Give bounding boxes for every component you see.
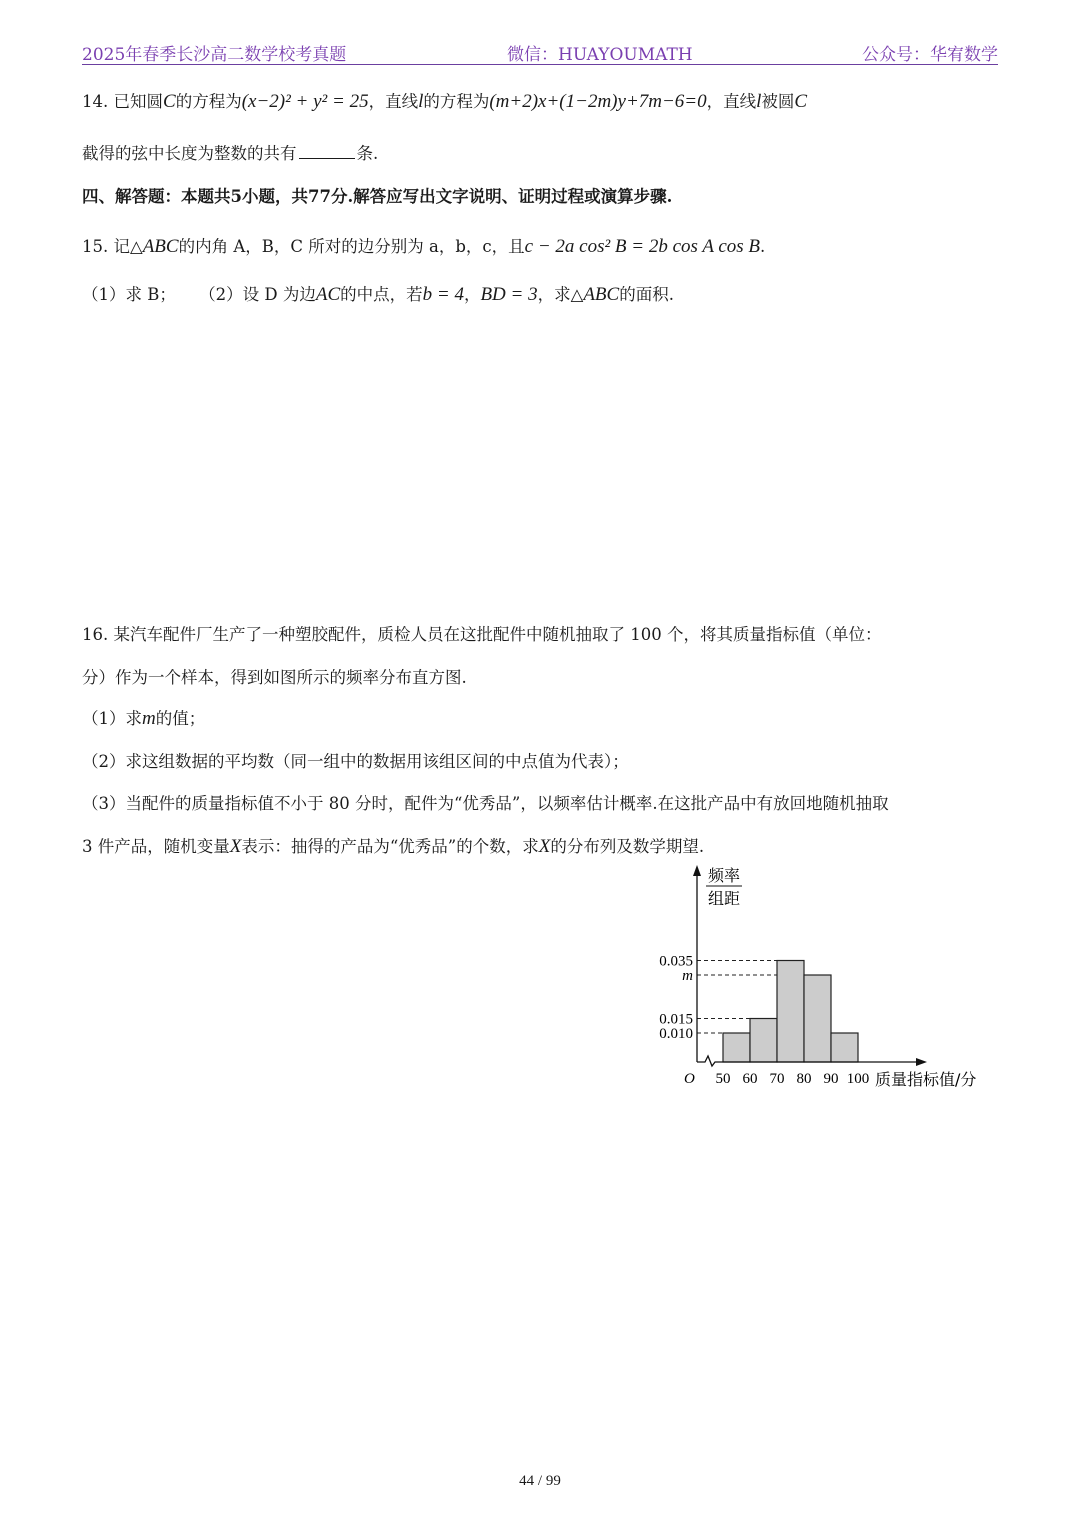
y-label-denominator: 组距: [707, 889, 741, 908]
x-tick-label: 100: [846, 1071, 870, 1087]
x-axis-arrow: [916, 1058, 927, 1066]
q15-parts: （1）求 B； （2）设 D 为边AC的中点，若b = 4，BD = 3，求△ABC的面积.: [82, 284, 674, 305]
x-tick-label: 90: [823, 1071, 839, 1087]
q16-part1: （1）求m的值；: [82, 708, 206, 729]
y-axis-arrow: [693, 865, 701, 876]
page-header: [82, 38, 998, 65]
origin-label: O: [684, 1071, 695, 1087]
frequency-histogram: [640, 860, 1010, 1095]
header-title: 2025年春季长沙高二数学校考真题: [82, 45, 347, 65]
q16-part2: （2）求这组数据的平均数（同一组中的数据用该组区间的中点值为代表）；: [82, 752, 629, 771]
x-tick-label: 80: [796, 1071, 812, 1087]
x-axis-label: 质量指标值/分: [875, 1070, 977, 1089]
q14-line1: 14. 已知圆C的方程为(x−2)² + y² = 25，直线l的方程为(m+2)x+(1−2m)y+7m−6=0，直线l被圆C: [82, 91, 808, 112]
y-tick-label: 0.035: [659, 953, 693, 970]
q16-part3-cont: 3 件产品，随机变量X表示：抽得的产品为“优秀品”的个数，求X的分布列及数学期望.: [82, 836, 705, 857]
x-tick-label: 60: [742, 1071, 758, 1087]
y-label-numerator: 频率: [707, 866, 741, 885]
circle-equation: (x−2)² + y² = 25: [241, 91, 369, 112]
answer-blank: [299, 158, 355, 159]
q16-line2: 分）作为一个样本，得到如图所示的频率分布直方图.: [82, 668, 467, 687]
q16-line1: 16. 某汽车配件厂生产了一种塑胶配件，质检人员在这批配件中随机抽取了 100 个，将其质量指标值（单位：: [82, 625, 882, 644]
line-equation: (m+2)x+(1−2m)y+7m−6=0: [489, 91, 707, 112]
header-public-account: 公众号：华宥数学: [862, 45, 998, 65]
section-heading: 四、解答题：本题共5小题，共77分.解答应写出文字说明、证明过程或演算步骤.: [82, 187, 673, 206]
x-tick-label: 70: [769, 1071, 785, 1087]
histogram-bar: [804, 975, 831, 1062]
histogram-bar: [723, 1033, 750, 1062]
q15-equation: c − 2a cos² B = 2b cos A cos B: [524, 236, 761, 257]
x-tick-label: 50: [715, 1071, 731, 1087]
page-number: 44 / 99: [519, 1473, 561, 1489]
histogram-bar: [750, 1019, 777, 1063]
histogram-bar: [777, 961, 804, 1063]
q15-stem: 15. 记△ABC的内角 A，B，C 所对的边分别为 a，b，c，且c − 2a cos² B = 2b cos A cos B.: [82, 236, 766, 257]
y-tick-label: m: [682, 968, 693, 984]
y-tick-label: 0.015: [659, 1011, 693, 1028]
header-wechat: 微信：HUAYOUMATH: [507, 45, 693, 65]
axis-break: [697, 1056, 723, 1066]
histogram-bar: [831, 1033, 858, 1062]
y-tick-label: 0.010: [659, 1026, 693, 1042]
q14-line2: 截得的弦中长度为整数的共有 条.: [82, 144, 379, 163]
q16-part3: （3）当配件的质量指标值不小于 80 分时，配件为“优秀品”，以频率估计概率.在这批产品中有放回地随机抽取: [82, 794, 889, 813]
